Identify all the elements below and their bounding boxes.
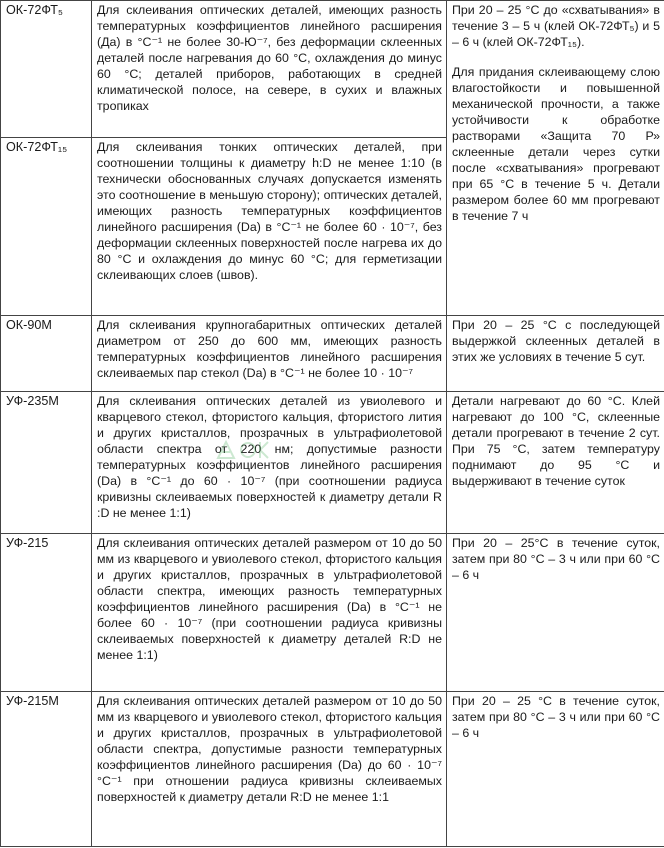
adhesive-name: ОК-72ФТ₅ [1,1,92,138]
application-text: Для склеивания тонких оптических деталей, при соотношении толщины к диаметру h:D не менее 1:10 (в технически обоснованных случаях допускается изменять это соотношение в меньшую сторону); оптических деталей, имеющих разность температурных коэффициентов линейного расширения (Da) в °C⁻¹ не более 60 · 10⁻⁷, без деформации склеенных поверхностей после нагрева их до 80 °C и охлаждения до минус 60 °C; для герметизации склеивающих слоев (швов). [92,138,447,316]
adhesive-name: ОК-72ФТ₁₅ [1,138,92,316]
curing-text: Детали нагревают до 60 °C. Клей нагревают до 100 °C, склеенные детали прогревают в течение 2 сут. При 75 °C, затем температуру поднимают до 95 °C и выдерживают в течение суток [447,392,664,534]
table-row [1,534,664,692]
table-row [1,392,664,534]
adhesive-name: ОК-90М [1,316,92,392]
curing-text [447,1,664,316]
curing-paragraph: При 20 – 25 °С до «схватывания» в течение 3 – 5 ч (клей ОК-72ФТ₅) и 5 – 6 ч (клей ОК-72ФТ₁₅). [452,3,660,49]
table-row [1,1,664,138]
table-row [1,316,664,392]
adhesive-name: УФ-215М [1,692,92,847]
curing-text: При 20 – 25°C в течение суток, затем при 80 °C – 3 ч или при 60 °C – 6 ч [447,534,664,692]
adhesive-name: УФ-215 [1,534,92,692]
application-text: Для склеивания оптических деталей, имеющих разность температурных коэффициентов линейного расширения (Да) в °C⁻¹ не более 30-Ю⁻⁷, без деформации склеенных деталей после нагревания до 60 °C, охлаждения до минус 60 °C; деталей приборов, работающих в средней климатической полосе, на севере, в сухих и влажных тропиках [92,1,447,138]
table-row [1,692,664,847]
application-text: Для склеивания оптических деталей размером от 10 до 50 мм из кварцевого и увиолевого стекол, фтористого кальция и других кристаллов, прозрачных в ультрафиолетовой области спектра, допустимые разности температурных коэффициентов линейного расширения (Da) до 60 · 10⁻⁷ °C⁻¹ при отношении радиуса кривизны склеиваемых поверхностей к диаметру детали R:D не менее 1:1 [92,692,447,847]
application-text: Для склеивания крупногабаритных оптических деталей диаметром от 250 до 600 мм, имеющих разность температурных коэффициентов линейного расширения склеиваемых пар стекол (Da) в °C⁻¹ не более 10 · 10⁻⁷ [92,316,447,392]
curing-paragraph: Для придания склеивающему слою влагостойкости и повышенной механической прочности, а также устойчивости к обработке растворами «Защита 70 Р» склеенные детали через сутки после «схватывания» прогревают при 65 °С в течение 5 ч. Детали размером более 60 мм прогревают в течение 7 ч [452,65,660,223]
application-text: Для склеивания оптических деталей из увиолевого и кварцевого стекол, фтористого кальция, фтористого лития и других кристаллов, прозрачных в ультрафиолетовой области спектра от 220 нм; допустимые разности температурных коэффициентов линейного расширения (Da) в °C⁻¹ до 60 · 10⁻⁷ (при соотношении радиуса кривизны склеиваемых поверхностей к диаметру детали R :D не менее 1:1) [92,392,447,534]
application-text: Для склеивания оптических деталей размером от 10 до 50 мм из кварцевого и увиолевого стекол, фтористого кальция и других кристаллов, прозрачных в ультрафиолетовой области спектра, имеющих разность температурных коэффициентов линейного расширения (Da) в °C⁻¹ не более 60 · 10⁻⁷ (при соотношении радиуса кривизны склеиваемых поверхностей к диаметру деталей R:D не менее 1:1) [92,534,447,692]
curing-text: При 20 – 25 °C с последующей выдержкой склеенных деталей в этих же условиях в течение 5 сут. [447,316,664,392]
curing-text: При 20 – 25 °C в течение суток, затем при 80 °C – 3 ч или при 60 °C – 6 ч [447,692,664,847]
adhesive-name: УФ-235М [1,392,92,534]
